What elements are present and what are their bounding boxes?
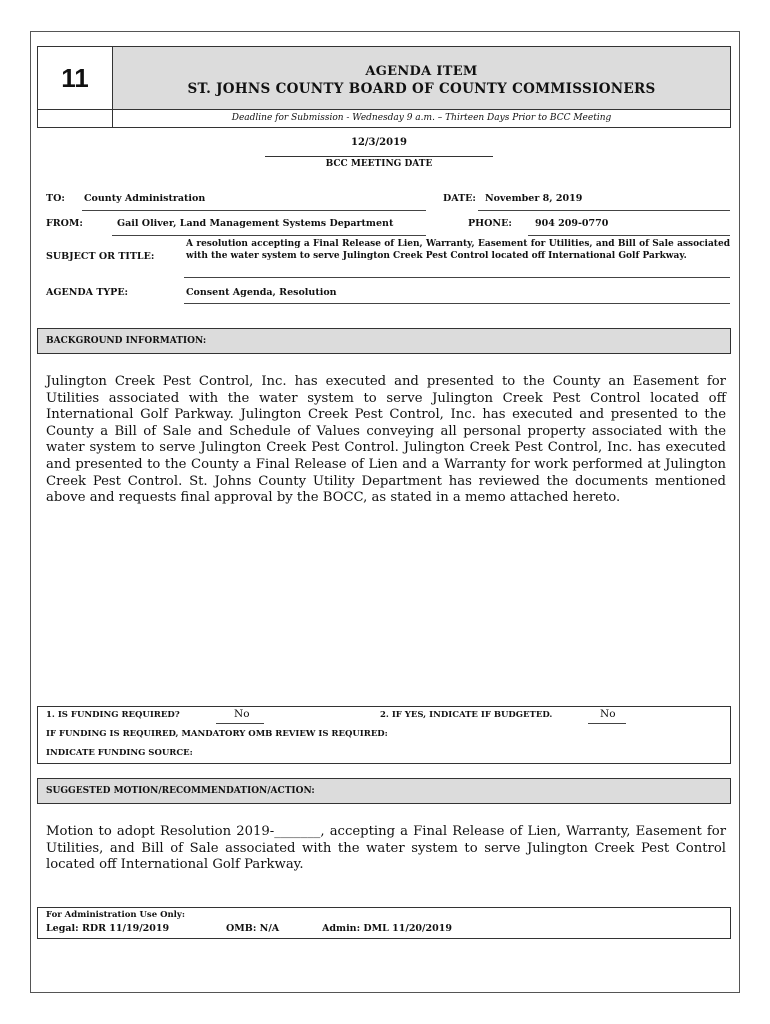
date-label: DATE: bbox=[443, 193, 476, 204]
header-left-spacer bbox=[37, 109, 113, 128]
meeting-date-rule bbox=[265, 156, 493, 157]
date-rule bbox=[478, 210, 730, 211]
date-value: November 8, 2019 bbox=[485, 193, 583, 204]
agenda-type-rule bbox=[184, 303, 730, 304]
background-heading: BACKGROUND INFORMATION: bbox=[37, 328, 731, 354]
admin-use-heading: For Administration Use Only: bbox=[46, 910, 185, 920]
header-title-line2: ST. JOHNS COUNTY BOARD OF COUNTY COMMISSIONERS bbox=[187, 81, 656, 97]
agenda-item-number: 11 bbox=[37, 46, 113, 110]
funding-q1-label: 1. IS FUNDING REQUIRED? bbox=[46, 710, 180, 720]
admin-approval: Admin: DML 11/20/2019 bbox=[322, 923, 452, 934]
from-value: Gail Oliver, Land Management Systems Department bbox=[117, 218, 394, 229]
subject-value: A resolution accepting a Final Release of Lien, Warranty, Easement for Utilities, and Bill of Sale associated with the water system to serve Julington Creek Pest Control located off International Golf Parkway. bbox=[186, 239, 730, 261]
funding-source-label: INDICATE FUNDING SOURCE: bbox=[46, 748, 193, 758]
phone-label: PHONE: bbox=[468, 218, 512, 229]
admin-omb: OMB: N/A bbox=[226, 923, 280, 934]
from-rule bbox=[112, 235, 426, 236]
to-value: County Administration bbox=[84, 193, 206, 204]
funding-q1-value: No bbox=[234, 708, 250, 720]
meeting-date-value: 12/3/2019 bbox=[350, 137, 407, 148]
meeting-date-label: BCC MEETING DATE bbox=[325, 159, 433, 169]
motion-heading: SUGGESTED MOTION/RECOMMENDATION/ACTION: bbox=[37, 778, 731, 804]
funding-q2-rule bbox=[588, 723, 626, 724]
phone-value: 904 209-0770 bbox=[535, 218, 609, 229]
funding-q2-value: No bbox=[600, 708, 616, 720]
funding-omb-note: IF FUNDING IS REQUIRED, MANDATORY OMB REVIEW IS REQUIRED: bbox=[46, 729, 388, 739]
from-label: FROM: bbox=[46, 218, 83, 229]
header-title-box bbox=[112, 46, 731, 110]
to-label: TO: bbox=[46, 193, 65, 204]
to-rule bbox=[82, 210, 426, 211]
admin-legal: Legal: RDR 11/19/2019 bbox=[46, 923, 170, 934]
phone-rule bbox=[528, 235, 730, 236]
subject-rule bbox=[184, 277, 730, 278]
funding-q1-rule bbox=[216, 723, 264, 724]
subject-label: SUBJECT OR TITLE: bbox=[46, 251, 155, 262]
motion-text: Motion to adopt Resolution 2019-_______, accepting a Final Release of Lien, Warranty, Easement for Utilities, and Bill of Sale associated with the water system to serve Julington Creek Pest Control located off International Golf Parkway. bbox=[46, 824, 726, 873]
header-title-line1: AGENDA ITEM bbox=[365, 64, 478, 79]
agenda-type-label: AGENDA TYPE: bbox=[46, 287, 129, 298]
funding-q2-label: 2. IF YES, INDICATE IF BUDGETED. bbox=[380, 710, 553, 720]
agenda-type-value: Consent Agenda, Resolution bbox=[186, 287, 337, 298]
background-text: Julington Creek Pest Control, Inc. has executed and presented to the County an Easement for Utilities associated with the water system to serve Julington Creek Pest Control located off International Golf Parkway. Julington Creek Pest Control, Inc. has executed and presented to the County a Bill of Sale and Schedule of Values conveying all personal property associated with the water system to serve Julington Creek Pest Control. Julington Creek Pest Control, Inc. has executed and presented to the County a Final Release of Lien and a Warranty for work performed at Julington Creek Pest Control. St. Johns County Utility Department has reviewed the documents mentioned above and requests final approval by the BOCC, as stated in a memo attached hereto. bbox=[46, 374, 726, 506]
submission-deadline: Deadline for Submission - Wednesday 9 a.m. – Thirteen Days Prior to BCC Meeting bbox=[112, 109, 731, 128]
